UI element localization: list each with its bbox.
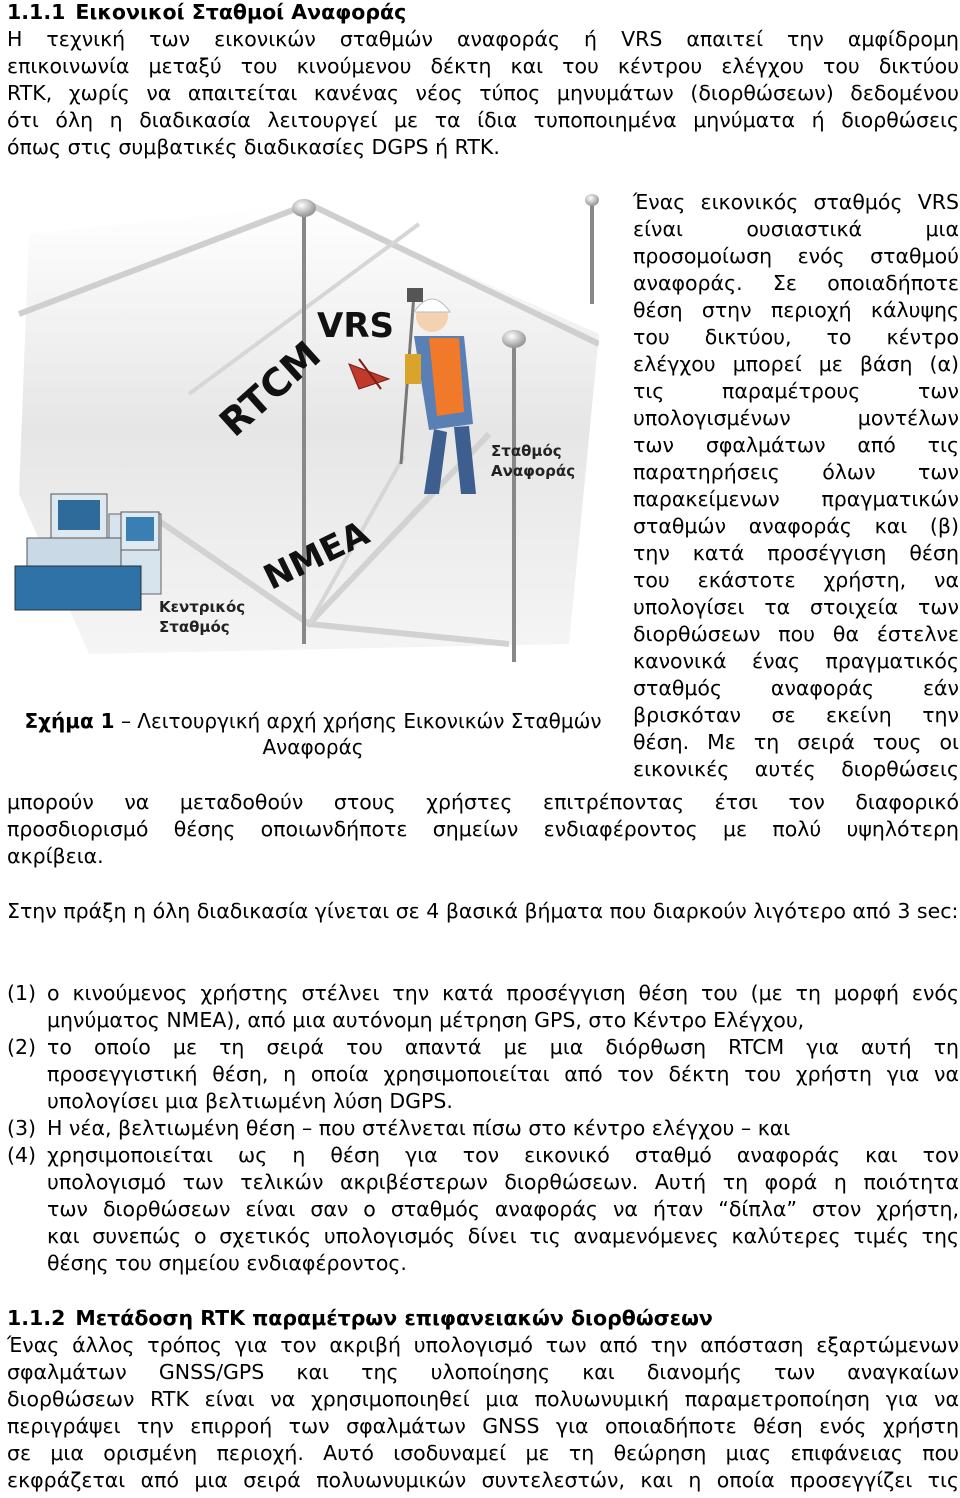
figure-1 xyxy=(7,188,619,759)
section-title: Εικονικοί Σταθμοί Αναφοράς xyxy=(75,0,407,24)
vrs-label: VRS xyxy=(317,306,394,346)
paragraph-line: υπολογίσει τα στοιχεία των xyxy=(633,595,959,619)
list-item-number: (4) xyxy=(7,1143,37,1167)
paragraph-line: του δικτύου, το κέντρο xyxy=(633,325,959,349)
intro-paragraph xyxy=(7,26,959,161)
section-number: 1.1.2 xyxy=(7,1306,66,1330)
paragraph-line: εικονικές αυτές διορθώσεις xyxy=(633,757,959,781)
paragraph-line: Η νέα, βελτιωμένη θέση – που στέλνεται πίσω στο κέντρο ελέγχου – και xyxy=(47,1116,791,1140)
paragraph-line: είναι ουσιαστικά μια xyxy=(633,217,959,241)
ref-station-label-1: Σταθμός xyxy=(491,442,562,460)
paragraph-line: ότι όλη η διαδικασία λειτουργεί με τα ίδια τυποποιημένα μηνύματα ή διορθώσεις xyxy=(7,108,959,132)
ref-station-label-2: Αναφοράς xyxy=(491,462,576,480)
antenna-dome xyxy=(585,194,599,206)
continuation-paragraph xyxy=(7,789,959,870)
steps-intro-paragraph: Στην πράξη η όλη διαδικασία γίνεται σε 4 βασικά βήματα που διαρκούν λιγότερο από 3 sec: xyxy=(7,899,959,923)
paragraph-line: αναφοράς. Σε οποιαδήποτε xyxy=(633,271,959,295)
paragraph-line: βρισκόταν σε εκείνη την xyxy=(633,703,959,727)
paragraph-line: διορθώσεων RTK είναι να χρησιμοποιηθεί μια πολυωνυμική παραμετροποίηση για να xyxy=(7,1387,959,1411)
list-item xyxy=(7,1034,959,1115)
antenna-dome xyxy=(292,199,316,217)
central-station-label-1: Κεντρικός xyxy=(159,598,246,616)
nmea-label: NMEA xyxy=(257,513,376,599)
paragraph-line: προσδιορισμό θέσης οποιωνδήποτε σημείων ενδιαφέροντος με πολύ υψηλότερη xyxy=(7,817,959,841)
paragraph-line: των σφαλμάτων από τις xyxy=(633,433,959,457)
paragraph-line: παρατηρήσεις όλων των xyxy=(633,460,959,484)
paragraph-line: θέσης του σημείου ενδιαφέροντος. xyxy=(47,1251,407,1275)
paragraph-line: υπολογισμό των τελικών ακριβέστερων διορθώσεων. Αυτή τη φορά η ποιότητα xyxy=(47,1170,959,1194)
list-item xyxy=(7,980,959,1034)
vrs-diagram xyxy=(9,194,599,664)
paragraph-line: και συνεπώς ο σχετικός υπολογισμός δίνει τις αναμενόμενες καλύτερες τιμές της xyxy=(47,1224,959,1248)
list-item-text xyxy=(47,1034,959,1115)
paragraph-line: σε μια ορισμένη περιοχή. Αυτό ισοδυναμεί με τη θεώρηση μιας επιφάνειας που xyxy=(7,1441,959,1465)
section-1-1-2 xyxy=(7,1305,959,1494)
paragraph-line: Η τεχνική των εικονικών σταθμών αναφοράς ή VRS απαιτεί την αμφίδρομη xyxy=(7,27,959,51)
paragraph-line: το οποίο με τη σειρά του απαντά με μια διόρθωση RTCM για αυτή τη xyxy=(47,1035,959,1059)
paragraph-line: θέση στην περιοχή κάλυψης xyxy=(633,298,959,322)
caption-text-2: Αναφοράς xyxy=(262,735,364,759)
section-number: 1.1.1 xyxy=(7,0,66,24)
paragraph-line: Ένας εικονικός σταθμός VRS xyxy=(633,190,959,214)
paragraph-line: προσεγγιστική θέση, η οποία χρησιμοποιείται από τον δέκτη του χρήστη για να xyxy=(47,1062,959,1086)
paragraph-line: ελέγχου μπορεί με βάση (α) xyxy=(633,352,959,376)
section-title: Μετάδοση RTK παραμέτρων επιφανειακών διορθώσεων xyxy=(75,1306,713,1330)
paragraph-line: την κατά προσέγγιση θέση xyxy=(633,541,959,565)
paragraph-line: Ένας άλλος τρόπος για τον ακριβή υπολογισμό των από την απόσταση εξαρτώμενων xyxy=(7,1333,959,1357)
paragraph-line: σταθμός αναφοράς εάν xyxy=(633,676,959,700)
paragraph-line: θέση. Με τη σειρά τους οι xyxy=(633,730,959,754)
paragraph-line: όπως στις συμβατικές διαδικασίες DGPS ή RTK. xyxy=(7,135,500,159)
section-heading xyxy=(7,1305,959,1332)
central-station-label-2: Σταθμός xyxy=(159,618,230,636)
list-item-text xyxy=(47,980,959,1034)
paragraph-line: RTK, χωρίς να απαιτείται κανένας νέος τύπος μηνυμάτων (διορθώσεων) δεδομένου xyxy=(7,81,959,105)
caption-label: Σχήμα 1 xyxy=(24,709,115,733)
paragraph-line: μηνύματος NMEA), από μια αυτόνομη μέτρηση GPS, στο Κέντρο Ελέγχου, xyxy=(47,1008,805,1032)
paragraph-line: επικοινωνία μεταξύ του κινούμενου δέκτη και του κέντρου ελέγχου του δικτύου xyxy=(7,54,959,78)
rtcm-label: RTCM xyxy=(211,332,330,446)
paragraph-line: προσομοίωση ενός σταθμού xyxy=(633,244,959,268)
paragraph-line: ακρίβεια. xyxy=(7,844,104,868)
paragraph-line: ο κινούμενος χρήστης στέλνει την κατά προσέγγιση θέση του (με τη μορφή ενός xyxy=(47,981,959,1005)
paragraph-line: κανονικά ένας πραγματικός xyxy=(633,649,959,673)
list-item-number: (2) xyxy=(7,1035,37,1059)
section-2-paragraph xyxy=(7,1332,959,1494)
paragraph-line: παρακείμενων πραγματικών xyxy=(633,487,959,511)
caption-text: – Λειτουργική αρχή χρήσης Εικονικών Σταθμών xyxy=(120,709,602,733)
figure-caption xyxy=(7,708,619,760)
list-item-number: (1) xyxy=(7,981,37,1005)
list-item-text xyxy=(47,1142,959,1277)
paragraph-line: χρησιμοποιείται ως η θέση για τον εικονικό σταθμό αναφοράς και τον xyxy=(47,1143,959,1167)
paragraph-line: υπολογίσει μια βελτιωμένη λύση DGPS. xyxy=(47,1089,453,1113)
paragraph-line: σφαλμάτων GNSS/GPS και της υλοποίησης και διανομής των αναγκαίων xyxy=(7,1360,959,1384)
paragraph-line: σταθμών αναφοράς και (β) xyxy=(633,514,959,538)
paragraph-line: μπορούν να μεταδοθούν στους χρήστες επιτρέποντας έτσι τον διαφορικό xyxy=(7,790,959,814)
paragraph-line: περιγράψει την επιρροή των σφαλμάτων GNSS για οποιαδήποτε θέση ενός χρήστη xyxy=(7,1414,959,1438)
list-item-text xyxy=(47,1115,959,1142)
list-item-number: (3) xyxy=(7,1116,37,1140)
paragraph-line: διορθώσεων που θα έστελνε xyxy=(633,622,959,646)
paragraph-line: των διορθώσεων είναι σαν ο σταθμός αναφοράς να ήταν “δίπλα” στον χρήστη, xyxy=(47,1197,959,1221)
paragraph-line: του εκάστοτε χρήστη, να xyxy=(633,568,959,592)
antenna-dome xyxy=(502,330,526,348)
paragraph-line: υπολογισμένων μοντέλων xyxy=(633,406,959,430)
section-1-1-1 xyxy=(7,0,959,161)
list-item xyxy=(7,1115,959,1142)
side-paragraph xyxy=(633,189,959,783)
paragraph-line: τις παραμέτρους των xyxy=(633,379,959,403)
steps-list xyxy=(7,980,959,1277)
paragraph-line: εκφράζεται από μια σειρά πολυωνυμικών συντελεστών, και η οποία προσεγγίζει τις xyxy=(7,1468,959,1492)
list-item xyxy=(7,1142,959,1277)
section-heading xyxy=(7,0,959,26)
